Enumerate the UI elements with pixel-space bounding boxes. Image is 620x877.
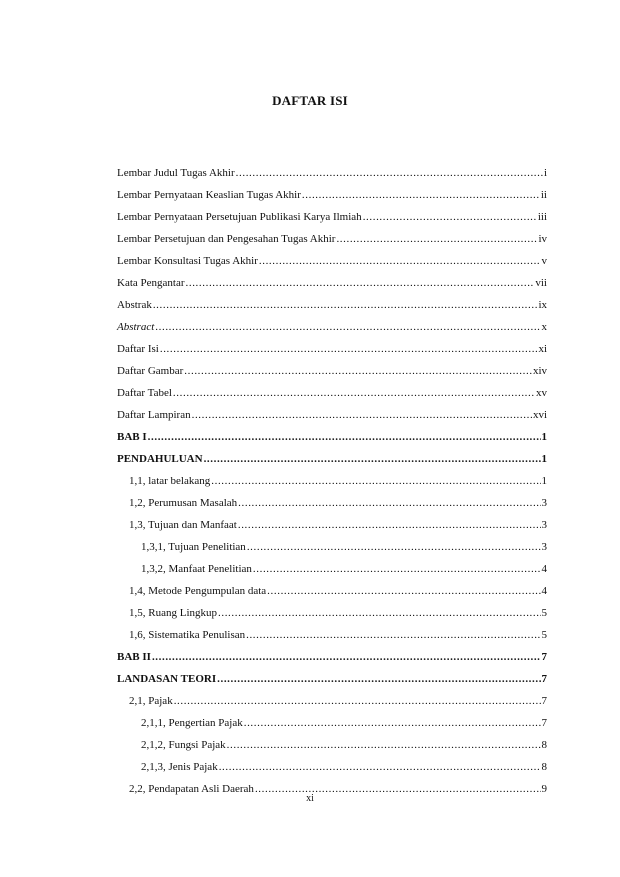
dot-leader [236, 162, 543, 184]
toc-chapter-entry [117, 646, 547, 668]
page-number: xi [306, 793, 314, 804]
toc-entry-page: 4 [541, 585, 547, 597]
toc-entry-label: Lembar Pernyataan Keaslian Tugas Akhir [117, 189, 301, 201]
toc-entry-label: LANDASAN TEORI [117, 673, 217, 685]
toc-entry-label: 2,1,3, Jenis Pajak [141, 761, 218, 773]
toc-entry [117, 316, 547, 338]
dot-leader [227, 734, 541, 756]
toc-entry-page: 7 [541, 651, 547, 663]
toc-entry-page: vii [535, 277, 547, 289]
toc-entry-label: Abstrak [117, 299, 152, 311]
dot-leader [253, 558, 541, 580]
toc-entry-page: i [543, 167, 547, 179]
toc-entry-label: Daftar Gambar [117, 365, 184, 377]
dot-leader [184, 360, 532, 382]
toc-entry-page: 4 [541, 563, 547, 575]
toc-entry-label: Lembar Persetujuan dan Pengesahan Tugas Akhir [117, 233, 336, 245]
toc-entry-page: 3 [541, 541, 547, 553]
toc-entry-page: ix [538, 299, 547, 311]
toc-entry [117, 404, 547, 426]
dot-leader [238, 492, 540, 514]
toc-entry-page: 3 [541, 497, 547, 509]
dot-leader [186, 272, 535, 294]
toc-entry [117, 690, 547, 712]
toc-entry [117, 360, 547, 382]
toc-entry-label: 1,4, Metode Pengumpulan data [129, 585, 267, 597]
dot-leader [259, 250, 541, 272]
page-title: DAFTAR ISI [272, 93, 348, 108]
toc-chapter-entry [117, 426, 547, 448]
toc-entry-page: 8 [541, 739, 547, 751]
toc-entry-page: iv [538, 233, 547, 245]
dot-leader [152, 646, 541, 668]
toc-entry-label: 2,1,1, Pengertian Pajak [141, 717, 243, 729]
toc-entry-page: 7 [541, 673, 547, 685]
toc-entry-label: 1,5, Ruang Lingkup [129, 607, 217, 619]
toc-entry-label: Lembar Konsultasi Tugas Akhir [117, 255, 258, 267]
toc-entry-label: 1,3, Tujuan dan Manfaat [129, 519, 237, 531]
toc-entry-page: xv [536, 387, 547, 399]
dot-leader [217, 668, 540, 690]
toc-entry-page: v [541, 255, 547, 267]
toc-entry-page: 1 [541, 453, 547, 465]
toc-entry-label: Lembar Judul Tugas Akhir [117, 167, 235, 179]
toc-entry [117, 558, 547, 580]
dot-leader [192, 404, 532, 426]
dot-leader [336, 228, 537, 250]
toc-entry [117, 602, 547, 624]
toc-entry-label: BAB I [117, 431, 147, 443]
dot-leader [238, 514, 541, 536]
dot-leader [153, 294, 538, 316]
dot-leader [302, 184, 540, 206]
toc-entry-label: Daftar Tabel [117, 387, 172, 399]
dot-leader [160, 338, 538, 360]
toc-entry [117, 228, 547, 250]
toc-entry [117, 624, 547, 646]
toc-entry-label: 1,1, latar belakang [129, 475, 211, 487]
toc-entry-label: 2,1,2, Fungsi Pajak [141, 739, 226, 751]
toc-entry-page: xiv [532, 365, 547, 377]
toc-entry-page: 1 [541, 475, 547, 487]
toc-entry-label: 1,6, Sistematika Penulisan [129, 629, 246, 641]
dot-leader [211, 470, 540, 492]
dot-leader [246, 624, 540, 646]
toc-entry-label: 1,3,1, Tujuan Penelitian [141, 541, 246, 553]
toc-entry [117, 580, 547, 602]
toc-entry-page: iii [537, 211, 547, 223]
dot-leader [155, 316, 540, 338]
toc-entry-label: 1,3,2, Manfaat Penelitian [141, 563, 252, 575]
dot-leader [218, 602, 541, 624]
toc-entry [117, 272, 547, 294]
toc-entry [117, 470, 547, 492]
toc-entry [117, 712, 547, 734]
toc-entry-page: 5 [541, 629, 547, 641]
toc-entry [117, 294, 547, 316]
toc-entry [117, 162, 547, 184]
dot-leader [267, 580, 540, 602]
toc-entry-page: 7 [541, 695, 547, 707]
toc-chapter-entry [117, 668, 547, 690]
toc-entry-label: Daftar Isi [117, 343, 159, 355]
dot-leader [174, 690, 541, 712]
toc-entry-label: 2,1, Pajak [129, 695, 173, 707]
toc-entry-label: Daftar Lampiran [117, 409, 191, 421]
toc-entry-page: 5 [541, 607, 547, 619]
toc-entry [117, 338, 547, 360]
toc-entry-label: 2,2, Pendapatan Asli Daerah [129, 783, 254, 795]
dot-leader [204, 448, 541, 470]
dot-leader [173, 382, 535, 404]
toc-entry-page: 3 [541, 519, 547, 531]
table-of-contents [117, 162, 547, 800]
toc-entry-label: Abstract [117, 321, 155, 333]
toc-entry-page: xi [538, 343, 547, 355]
toc-entry [117, 250, 547, 272]
toc-entry [117, 734, 547, 756]
toc-entry-page: 8 [541, 761, 547, 773]
dot-leader [244, 712, 541, 734]
toc-entry-page: 9 [541, 783, 547, 795]
toc-entry [117, 184, 547, 206]
toc-entry [117, 382, 547, 404]
dot-leader [219, 756, 541, 778]
toc-chapter-entry [117, 448, 547, 470]
dot-leader [363, 206, 537, 228]
toc-entry [117, 514, 547, 536]
toc-entry-page: 1 [541, 431, 547, 443]
toc-entry [117, 756, 547, 778]
toc-entry-label: PENDAHULUAN [117, 453, 203, 465]
dot-leader [247, 536, 541, 558]
toc-entry-page: xvi [532, 409, 547, 421]
toc-entry-page: x [541, 321, 547, 333]
toc-entry-label: Kata Pengantar [117, 277, 185, 289]
toc-entry-label: BAB II [117, 651, 151, 663]
toc-entry [117, 206, 547, 228]
toc-entry-page: ii [540, 189, 547, 201]
toc-entry-label: Lembar Pernyataan Persetujuan Publikasi Karya Ilmiah [117, 211, 362, 223]
toc-entry-label: 1,2, Perumusan Masalah [129, 497, 238, 509]
toc-entry [117, 492, 547, 514]
toc-entry-page: 7 [541, 717, 547, 729]
dot-leader [148, 426, 541, 448]
toc-entry [117, 536, 547, 558]
